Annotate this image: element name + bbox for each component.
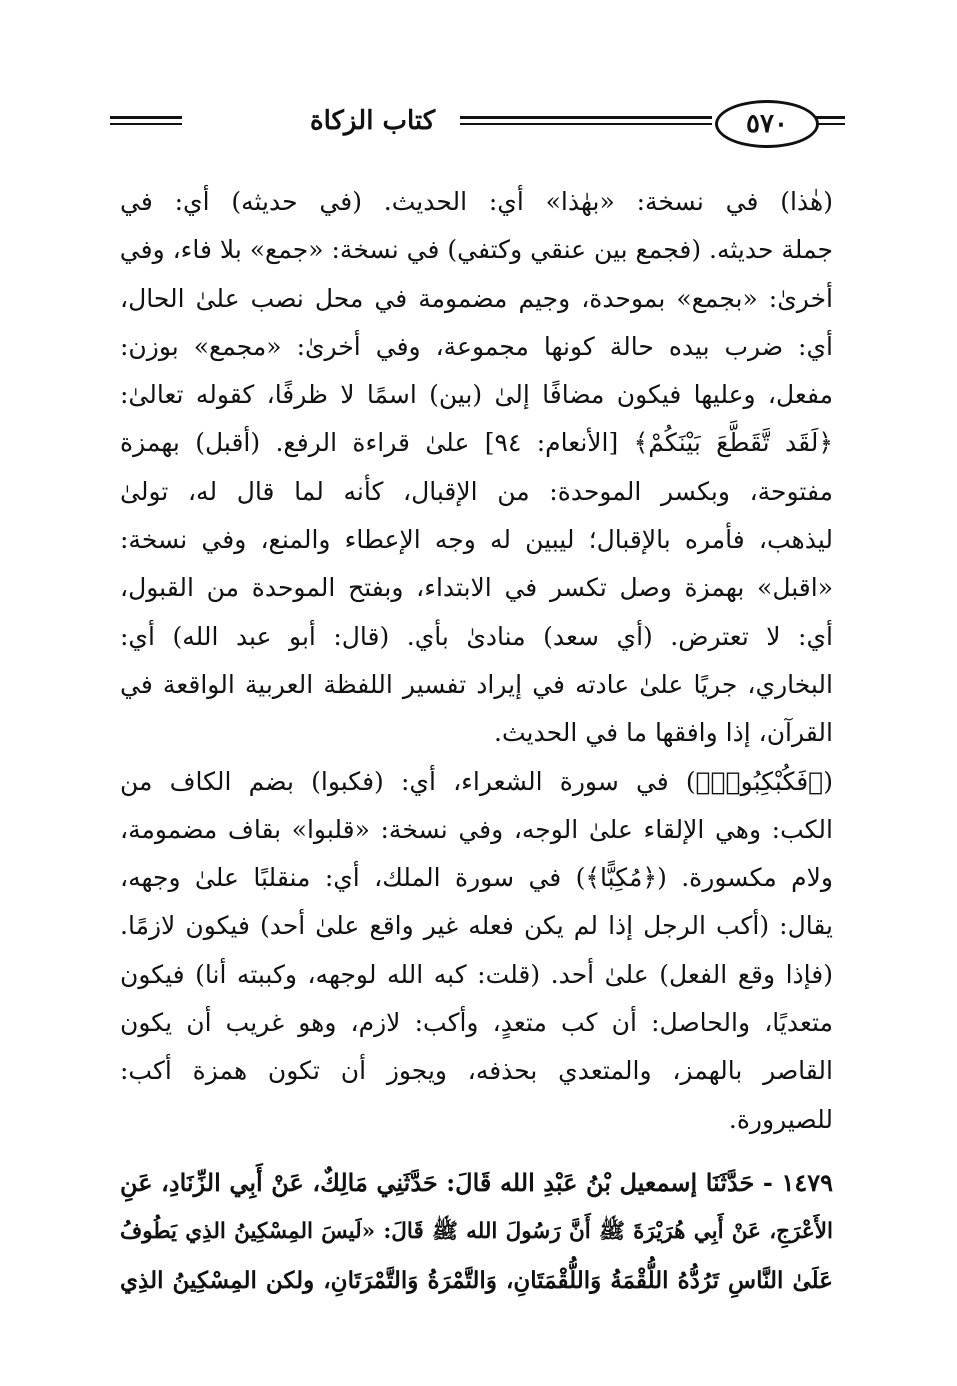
commentary (120, 178, 833, 1144)
header-rule-left-bottom (110, 123, 182, 125)
commentary-line: (هٰذا) في نسخة: «بهٰذا» أي: الحديث. (في حديثه) أي: في (120, 187, 833, 216)
commentary-line: مفعل، وعليها فيكون مضافًا إلىٰ (بين) اسمًا لا ظرفًا، كقوله تعالىٰ: (120, 380, 833, 410)
commentary-line: أي: ضرب بيده حالة كونها مجموعة، وفي أخرىٰ: «مجمع» بوزن: (120, 331, 833, 361)
commentary-line: (فإذا وقع الفعل) علىٰ أحد. (قلت: كبه الله لوجهه، وكببته أنا) فيكون (120, 959, 833, 989)
page-body (120, 178, 833, 1305)
commentary-line: للصيرورة. (728, 1104, 833, 1134)
commentary-line: يقال: (أكب الرجل إذا لم يكن فعله غير واقع علىٰ أحد) فيكون لازمًا. (120, 911, 833, 941)
commentary-line: أي: لا تعترض. (أي سعد) منادىٰ بأي. (قال: أبو عبد الله) أي: (120, 621, 833, 651)
header-rule-middle-bottom (460, 123, 712, 125)
page-number: ٥٧٠ (715, 100, 819, 148)
book-title: كتاب الزكاة (310, 106, 436, 136)
commentary-line: البخاري، جريًا علىٰ عادته في إيراد تفسير اللفظة العربية الواقعة في (120, 669, 833, 699)
commentary-line: مفتوحة، وبكسر الموحدة: من الإقبال، كأنه لما قال له، تولىٰ (120, 476, 833, 506)
page-header (110, 100, 845, 152)
commentary-line: القرآن، إذا وافقها ما في الحديث. (494, 718, 833, 748)
commentary-line: القاصر بالهمز، والمتعدي بحذفه، ويجوز أن تكون همزة أكب: (120, 1056, 833, 1086)
commentary-line: ﴿لَقَد تَّقَطَّعَ بَيْنَكُمْ﴾ [الأنعام: ٩٤] علىٰ قراءة الرفع. (أقبل) بهمزة (120, 428, 833, 458)
commentary-line: الكب: وهي الإلقاء علىٰ الوجه، وفي نسخة: «قلبوا» بقاف مضمومة، (120, 814, 833, 844)
hadith-line: الأَعْرَجِ، عَنْ أَبِي هُرَيْرَةَ ﷺ أَنَّ رَسُولَ الله ﷺ قَالَ: «لَيسَ المِسْكِينُ الذِي يَطُوفُ (120, 1218, 833, 1244)
hadith-line: ١٤٧٩ - حَدَّثَنَا إسمعيل بْنُ عَبْدِ الله قَالَ: حَدَّثَنِي مَالِكٌ، عَنْ أَبِي الزِّنَادِ، عَنِ (120, 1167, 833, 1197)
commentary-line: متعديًا، والحاصل: أن كب متعدٍ، وأكب: لازم، وهو غريب أن يكون (120, 1008, 833, 1038)
hadith-text (120, 1158, 833, 1305)
hadith-line: عَلَىٰ النَّاسِ تَرُدُّهُ اللُّقْمَةُ وَاللُّقْمَتَانِ، وَالتَّمْرَةُ وَالتَّمْرَتَانِ، ولكن المِسْكِينُ الذِي (120, 1266, 833, 1294)
commentary-line: جملة حديثه. (فجمع بين عنقي وكتفي) في نسخة: «جمع» بلا فاء، وفي (119, 235, 833, 265)
header-rule-middle-top (460, 116, 712, 119)
header-rule-left-top (110, 116, 182, 119)
commentary-line: (﴿فَكُبْكِبُوا۟﴾) في سورة الشعراء، أي: (فكبوا) بضم الكاف من (120, 766, 833, 796)
commentary-line: «اقبل» بهمزة وصل تكسر في الابتداء، وبفتح الموحدة من القبول، (120, 573, 833, 603)
commentary-line: ليذهب، فأمره بالإقبال؛ ليبين له وجه الإعطاء والمنع، وفي نسخة: (120, 525, 833, 555)
commentary-line: ولام مكسورة. (﴿مُكِبًّا﴾) في سورة الملك، أي: منقلبًا علىٰ وجهه، (120, 863, 833, 893)
commentary-line: أخرىٰ: «بجمع» بموحدة، وجيم مضمومة في محل نصب علىٰ الحال، (120, 283, 833, 313)
